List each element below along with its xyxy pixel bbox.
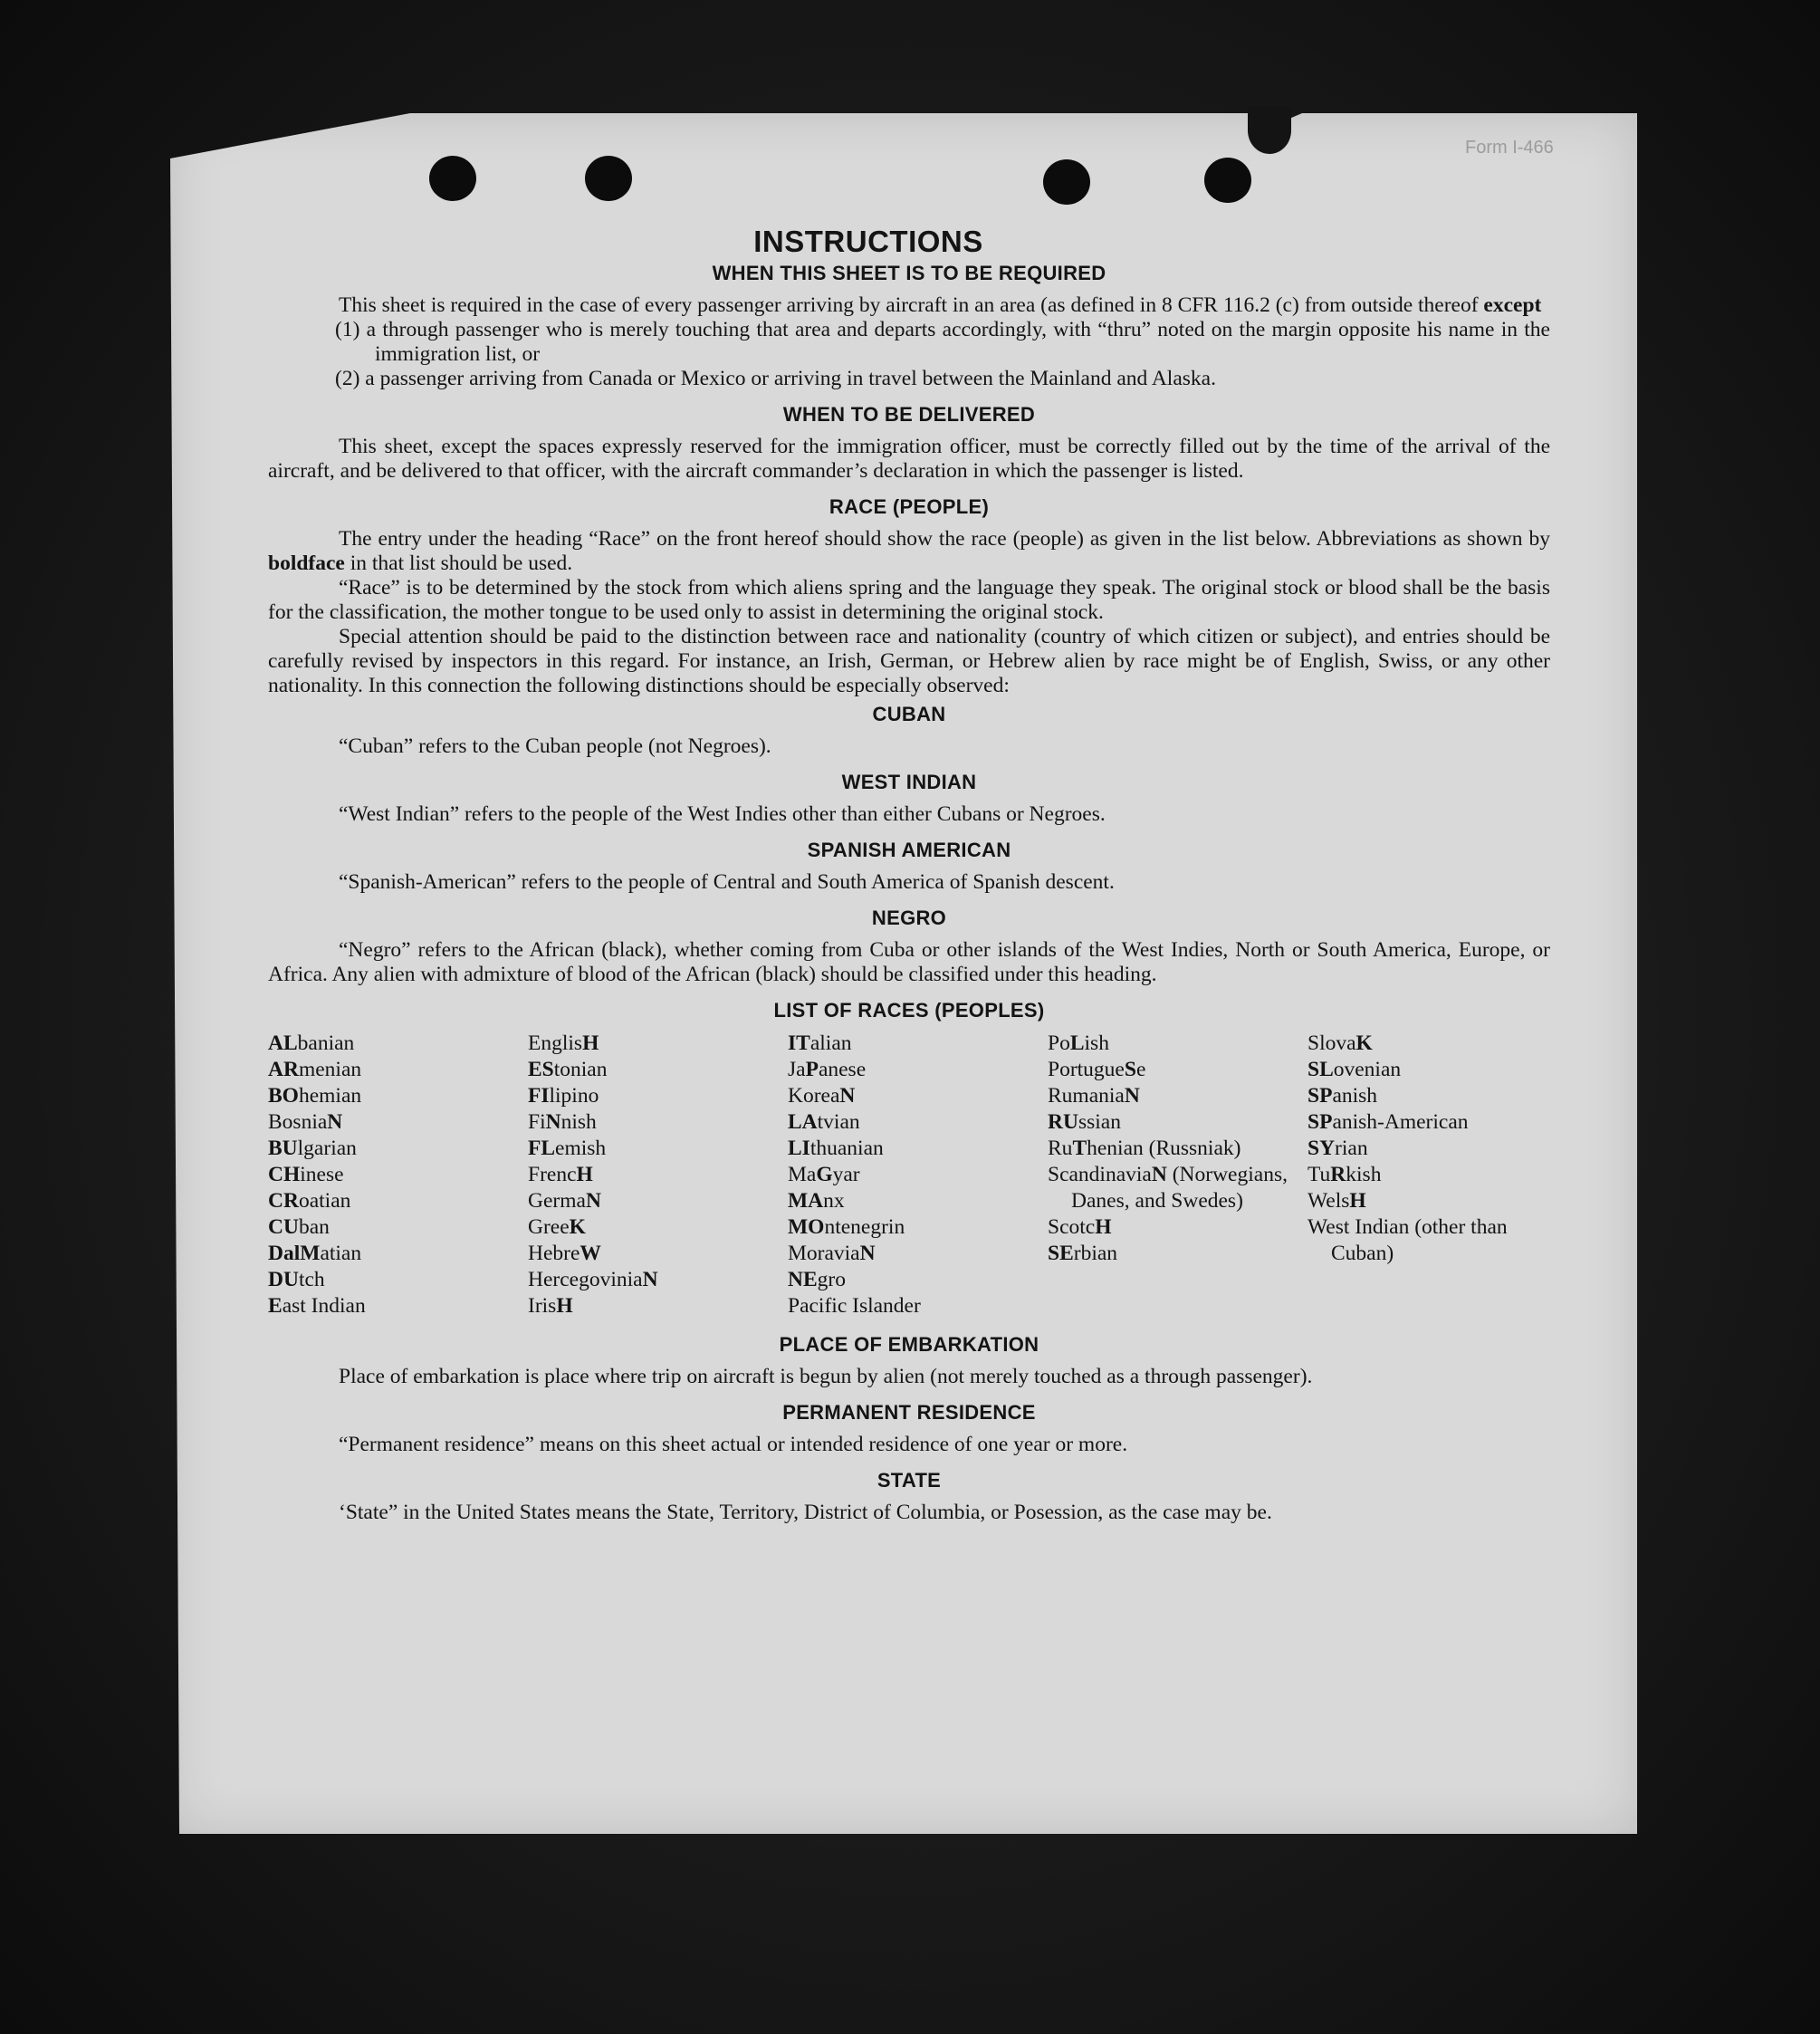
races-column xyxy=(528,1031,788,1319)
instructions-body xyxy=(268,225,1550,1525)
race-paragraph: “Race” is to be determined by the stock from which aliens spring and the language they speak. The original stock or blood shall be the basis for the classification, the mother tongue to be used only to assist in determining the original stock. xyxy=(268,576,1550,624)
race-entry: RUssian xyxy=(1048,1110,1121,1134)
race-entry: SPanish xyxy=(1308,1084,1378,1108)
race-entry: ALbanian xyxy=(268,1031,355,1055)
negro-text: “Negro” refers to the African (black), whether coming from Cuba or other islands of the West Indies, North or South America, Europe, or Africa. Any alien with admixture of blood of the African (black) should be classified under this heading. xyxy=(268,938,1550,986)
races-column xyxy=(788,1031,1048,1319)
west-indian-text: “West Indian” refers to the people of the West Indies other than either Cubans or Negroes. xyxy=(339,802,1106,826)
race-entry: FrencH xyxy=(528,1163,593,1186)
form-number: Form I-466 xyxy=(1465,138,1554,158)
race-entry: RumaniaN xyxy=(1048,1084,1140,1108)
race-entry: SPanish-American xyxy=(1308,1110,1469,1134)
section-heading-races-list: LIST OF RACES (PEOPLES) xyxy=(773,999,1045,1022)
page-title: INSTRUCTIONS xyxy=(753,225,983,258)
race-entry: GreeK xyxy=(528,1215,586,1239)
race-entry: DalMatian xyxy=(268,1242,362,1265)
punch-hole xyxy=(1043,159,1090,205)
race-entry: BOhemian xyxy=(268,1084,362,1108)
cuban-text: “Cuban” refers to the Cuban people (not Negroes). xyxy=(339,734,771,758)
section-heading-cuban: CUBAN xyxy=(872,703,946,725)
race-entry: IrisH xyxy=(528,1294,573,1318)
race-entry: SLovenian xyxy=(1308,1058,1402,1081)
race-entry: PoLish xyxy=(1048,1031,1109,1055)
section-heading-delivered: WHEN TO BE DELIVERED xyxy=(782,403,1036,426)
exception-item: (2) a passenger arriving from Canada or Mexico or arriving in travel between the Mainland and Alaska. xyxy=(335,367,1216,390)
race-entry: CHinese xyxy=(268,1163,344,1186)
race-entry: MAnx xyxy=(788,1189,845,1213)
race-entry: SlovaK xyxy=(1308,1031,1373,1055)
embarkation-text: Place of embarkation is place where trip on aircraft is begun by alien (not merely touched as a through passenger). xyxy=(339,1365,1313,1388)
race-entry: SErbian xyxy=(1048,1242,1118,1265)
race-entry: HebreW xyxy=(528,1242,601,1265)
race-entry: CUban xyxy=(268,1215,330,1239)
race-entry: LIthuanian xyxy=(788,1137,884,1160)
race-paragraph: Special attention should be paid to the distinction between race and nationality (country of which citizen or subject), and entries should be carefully revised by inspectors in this regard. For instance, an Irish, German, or Hebrew alien by race might be of English, Swiss, or any other nationality. In this connection the following distinctions should be especially observed: xyxy=(268,625,1550,697)
race-entry: MaGyar xyxy=(788,1163,860,1186)
exception-item: (1) a through passenger who is merely touching that area and departs accordingly, with “thru” noted on the margin opposite his name in the immigration list, or xyxy=(335,318,1550,366)
punch-hole xyxy=(429,156,476,201)
state-text: ‘State” in the United States means the State, Territory, District of Columbia, or Posession, as the case may be. xyxy=(339,1501,1272,1524)
section-heading-race: RACE (PEOPLE) xyxy=(829,495,990,518)
race-entry: FiNnish xyxy=(528,1110,597,1134)
race-entry: GermaN xyxy=(528,1189,601,1213)
race-entry: BUlgarian xyxy=(268,1137,357,1160)
section-heading-spanish-american: SPANISH AMERICAN xyxy=(807,839,1011,861)
section-heading-state: STATE xyxy=(876,1469,942,1492)
race-entry: NEgro xyxy=(788,1268,846,1291)
race-entry: FLemish xyxy=(528,1137,607,1160)
race-entry: MoraviaN xyxy=(788,1242,876,1265)
required-intro: This sheet is required in the case of every passenger arriving by aircraft in an area (as defined in 8 CFR 116.2 (c) from outside thereof except xyxy=(339,293,1542,317)
race-entry: TuRkish xyxy=(1308,1163,1382,1186)
race-entry: ScotcH xyxy=(1048,1215,1112,1239)
race-entry: EStonian xyxy=(528,1058,608,1081)
race-entry: MOntenegrin xyxy=(788,1215,905,1239)
section-heading-negro: NEGRO xyxy=(871,907,947,929)
race-entry: FIlipino xyxy=(528,1084,599,1108)
race-entry: DUtch xyxy=(268,1268,325,1291)
race-entry: East Indian xyxy=(268,1294,366,1318)
race-entry: Pacific Islander xyxy=(788,1294,921,1318)
spanish-american-text: “Spanish-American” refers to the people of Central and South America of Spanish descent. xyxy=(339,870,1115,894)
torn-corner xyxy=(1248,107,1291,154)
race-entry: West Indian (other than Cuban) xyxy=(1308,1215,1508,1265)
race-entry: RuThenian (Russniak) xyxy=(1048,1137,1241,1160)
race-entry: HercegoviniaN xyxy=(528,1268,658,1291)
race-entry: ARmenian xyxy=(268,1058,362,1081)
delivered-text: This sheet, except the spaces expressly reserved for the immigration officer, must be correctly filled out by the time of the arrival of the aircraft, and be delivered to that officer, with the aircraft commander’s declaration in which the passenger is listed. xyxy=(268,435,1550,483)
race-entry: PortugueSe xyxy=(1048,1058,1146,1081)
races-column xyxy=(268,1031,528,1319)
residence-text: “Permanent residence” means on this sheet actual or intended residence of one year or more. xyxy=(339,1433,1128,1456)
race-entry: BosniaN xyxy=(268,1110,343,1134)
race-entry: KoreaN xyxy=(788,1084,856,1108)
race-entry: SYrian xyxy=(1308,1137,1368,1160)
race-entry: EnglisH xyxy=(528,1031,599,1055)
section-heading-required: WHEN THIS SHEET IS TO BE REQUIRED xyxy=(712,262,1106,284)
race-paragraph: The entry under the heading “Race” on the front hereof should show the race (people) as given in the list below. Abbreviations as shown by boldface in that list should be used. xyxy=(268,527,1550,575)
race-entry: ITalian xyxy=(788,1031,852,1055)
section-heading-residence: PERMANENT RESIDENCE xyxy=(782,1401,1036,1424)
punch-hole xyxy=(1204,158,1251,203)
race-entry: LAtvian xyxy=(788,1110,860,1134)
punch-hole xyxy=(585,156,632,201)
race-entry: ScandinaviaN (Norwegians, Danes, and Swedes) xyxy=(1048,1163,1288,1213)
race-entry: WelsH xyxy=(1308,1189,1366,1213)
races-list xyxy=(268,1031,1550,1319)
section-heading-west-indian: WEST INDIAN xyxy=(841,771,977,793)
races-column xyxy=(1048,1031,1308,1319)
race-entry: JaPanese xyxy=(788,1058,867,1081)
races-column xyxy=(1308,1031,1550,1319)
race-entry: CRoatian xyxy=(268,1189,351,1213)
section-heading-embarkation: PLACE OF EMBARKATION xyxy=(779,1333,1039,1356)
